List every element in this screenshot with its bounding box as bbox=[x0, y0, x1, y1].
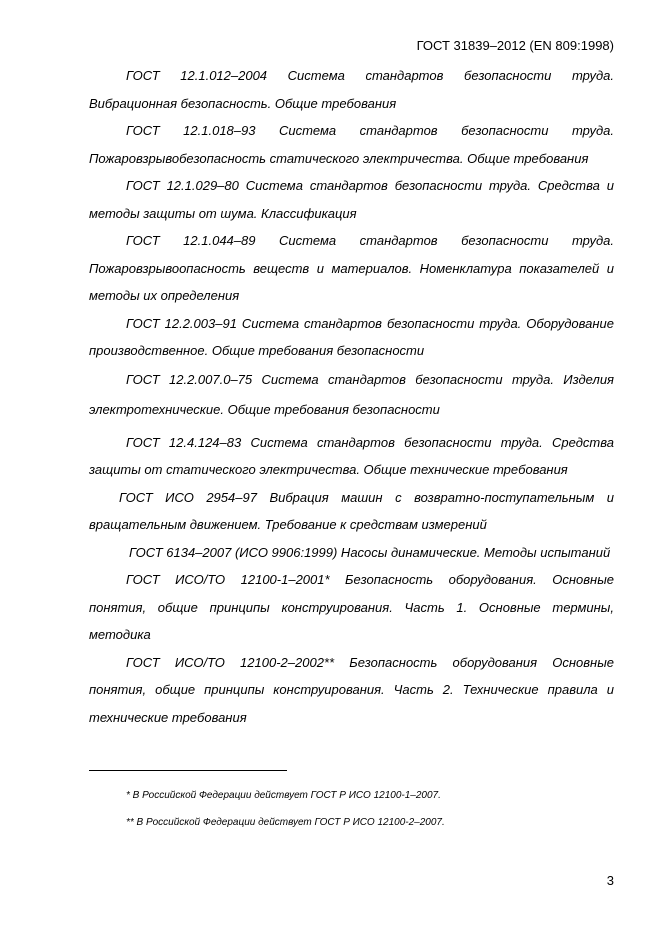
footnote: * В Российской Федерации действует ГОСТ Р ИСО 12100-1–2007. bbox=[126, 790, 441, 801]
reference-entry: ГОСТ 12.2.007.0–75 Система стандартов безопасности труда. Изделия электротехнические. Общие требования безопасности bbox=[89, 371, 614, 417]
reference-entry: ГОСТ ИСО/ТО 12100-2–2002** Безопасность оборудования Основные понятия, общие принципы конструирования. Часть 2. Технические правила и технические требования bbox=[89, 654, 614, 725]
reference-entry: ГОСТ 12.1.029–80 Система стандартов безопасности труда. Средства и методы защиты от шума. Классификация bbox=[89, 178, 614, 221]
reference-entry: ГОСТ ИСО 2954–97 Вибрация машин с возвратно-поступательным и вращательным движением. Требование к средствам измерений bbox=[89, 489, 614, 532]
footnote-separator bbox=[89, 770, 287, 771]
reference-entry: ГОСТ ИСО/ТО 12100-1–2001* Безопасность оборудования. Основные понятия, общие принципы конструирования. Часть 1. Основные термины, методика bbox=[89, 572, 614, 642]
reference-entry: ГОСТ 12.1.044–89 Система стандартов безопасности труда. Пожаровзрывоопасность веществ и материалов. Номенклатура показателей и методы их определения bbox=[89, 233, 614, 303]
reference-entry: ГОСТ 6134–2007 (ИСО 9906:1999) Насосы динамические. Методы испытаний bbox=[129, 544, 611, 560]
reference-entry: ГОСТ 12.1.012–2004 Система стандартов безопасности труда. Вибрационная безопасность. Общие требования bbox=[89, 68, 614, 111]
standard-header: ГОСТ 31839–2012 (EN 809:1998) bbox=[416, 38, 614, 53]
reference-list bbox=[89, 62, 614, 731]
page-number: 3 bbox=[606, 873, 614, 888]
footnotes bbox=[126, 789, 606, 843]
footnote: ** В Российской Федерации действует ГОСТ Р ИСО 12100-2–2007. bbox=[126, 817, 445, 828]
reference-entry: ГОСТ 12.4.124–83 Система стандартов безопасности труда. Средства защиты от статического электричества. Общие технические требования bbox=[89, 434, 614, 477]
reference-entry: ГОСТ 12.1.018–93 Система стандартов безопасности труда. Пожаровзрывобезопасность статического электричества. Общие требования bbox=[89, 123, 614, 166]
reference-entry: ГОСТ 12.2.003–91 Система стандартов безопасности труда. Оборудование производственное. Общие требования безопасности bbox=[89, 315, 614, 358]
